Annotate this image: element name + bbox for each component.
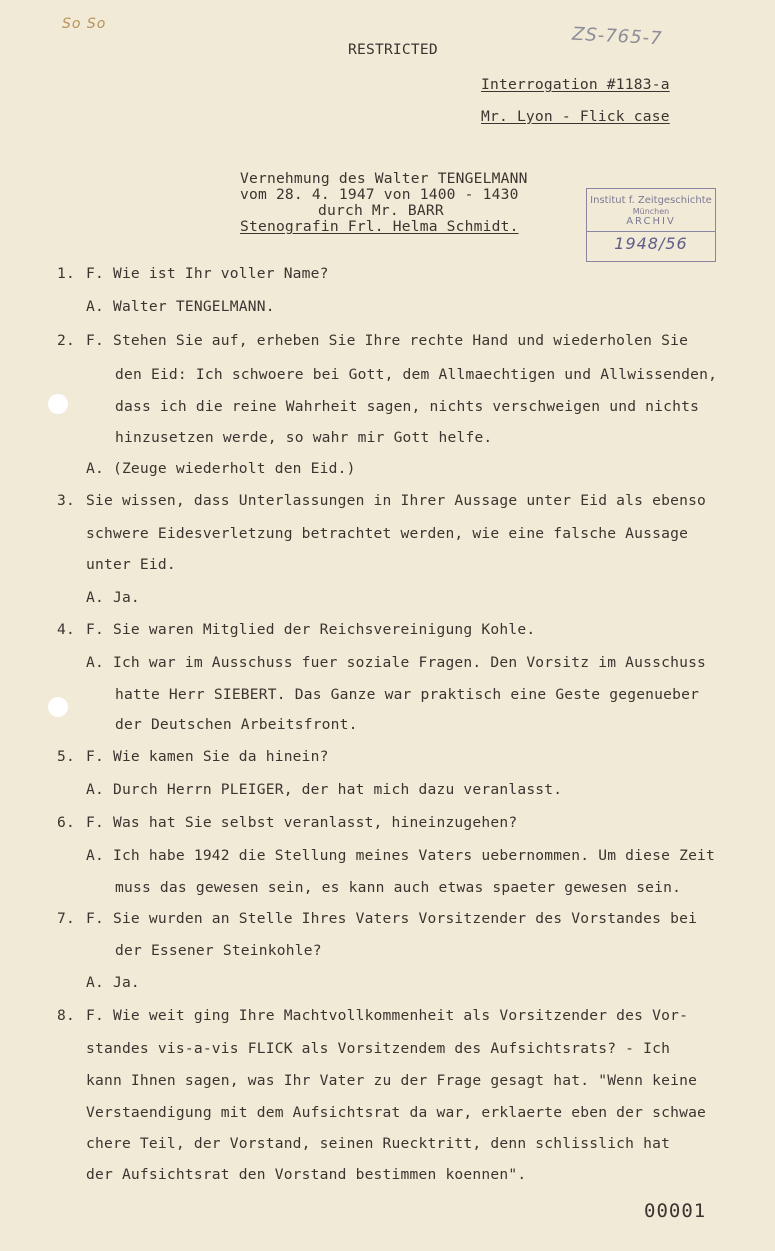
answer-line: hatte Herr SIEBERT. Das Ganze war praktisch eine Geste gegenueber xyxy=(115,686,700,703)
answer-line: A. (Zeuge wiederholt den Eid.) xyxy=(86,460,356,477)
question-line: hinzusetzen werde, so wahr mir Gott helfe. xyxy=(115,429,493,446)
page-number: 00001 xyxy=(644,1200,707,1222)
corner-mark: So So xyxy=(62,16,107,32)
question-line: der Aufsichtsrat den Vorstand bestimmen koennen". xyxy=(86,1166,527,1183)
punch-hole-bottom xyxy=(48,697,68,717)
title-line-4: Stenografin Frl. Helma Schmidt. xyxy=(240,218,519,235)
title-line-1: Vernehmung des Walter TENGELMANN xyxy=(240,170,528,187)
question-number: 7. xyxy=(57,910,75,927)
punch-hole-top xyxy=(48,394,68,414)
question-number: 6. xyxy=(57,814,75,831)
archive-stamp xyxy=(586,188,716,262)
question-line: dass ich die reine Wahrheit sagen, nichts verschweigen und nichts xyxy=(115,398,700,415)
answer-line: der Deutschen Arbeitsfront. xyxy=(115,716,358,733)
answer-line: muss das gewesen sein, es kann auch etwas spaeter gewesen sein. xyxy=(115,879,682,896)
question-line: F. Was hat Sie selbst veranlasst, hineinzugehen? xyxy=(86,814,518,831)
question-number: 5. xyxy=(57,748,75,765)
question-line: F. Wie kamen Sie da hinein? xyxy=(86,748,329,765)
stamp-divider xyxy=(587,231,715,232)
question-line: Verstaendigung mit dem Aufsichtsrat da war, erklaerte eben der schwae xyxy=(86,1104,707,1121)
case-title: Mr. Lyon - Flick case xyxy=(481,108,670,125)
question-line: F. Wie weit ging Ihre Machtvollkommenheit als Vorsitzender des Vor- xyxy=(86,1007,689,1024)
question-line: F. Stehen Sie auf, erheben Sie Ihre rechte Hand und wiederholen Sie xyxy=(86,332,689,349)
stamp-institute: Institut f. Zeitgeschichte xyxy=(590,195,712,206)
answer-line: A. Durch Herrn PLEIGER, der hat mich dazu veranlasst. xyxy=(86,781,563,798)
answer-line: A. Ich war im Ausschuss fuer soziale Fragen. Den Vorsitz im Ausschuss xyxy=(86,654,707,671)
title-line-2: vom 28. 4. 1947 von 1400 - 1430 xyxy=(240,186,519,203)
question-line: den Eid: Ich schwoere bei Gott, dem Allmaechtigen und Allwissenden, xyxy=(115,366,718,383)
question-number: 8. xyxy=(57,1007,75,1024)
question-line: kann Ihnen sagen, was Ihr Vater zu der Frage gesagt hat. "Wenn keine xyxy=(86,1072,698,1089)
answer-line: A. Ja. xyxy=(86,589,140,606)
question-line: Sie wissen, dass Unterlassungen in Ihrer Aussage unter Eid als ebenso xyxy=(86,492,707,509)
handwritten-reference: ZS-765-7 xyxy=(571,23,664,50)
question-line: der Essener Steinkohle? xyxy=(115,942,322,959)
question-line: schwere Eidesverletzung betrachtet werden, wie eine falsche Aussage xyxy=(86,525,689,542)
question-line: F. Sie wurden an Stelle Ihres Vaters Vorsitzender des Vorstandes bei xyxy=(86,910,698,927)
question-line: chere Teil, der Vorstand, seinen Ruecktritt, denn schlisslich hat xyxy=(86,1135,671,1152)
question-number: 1. xyxy=(57,265,75,282)
answer-line: A. Ich habe 1942 die Stellung meines Vaters uebernommen. Um diese Zeit xyxy=(86,847,716,864)
question-line: F. Wie ist Ihr voller Name? xyxy=(86,265,329,282)
question-line: F. Sie waren Mitglied der Reichsvereinigung Kohle. xyxy=(86,621,536,638)
question-line: standes vis-a-vis FLICK als Vorsitzendem des Aufsichtsrats? - Ich xyxy=(86,1040,671,1057)
classification-label: RESTRICTED xyxy=(348,41,438,58)
stamp-number: 1948/56 xyxy=(614,234,688,253)
interrogation-number: Interrogation #1183-a xyxy=(481,76,670,93)
answer-line: A. Ja. xyxy=(86,974,140,991)
question-line: unter Eid. xyxy=(86,556,176,573)
question-number: 2. xyxy=(57,332,75,349)
title-line-3: durch Mr. BARR xyxy=(318,202,444,219)
stamp-archive: ARCHIV xyxy=(626,216,676,227)
question-number: 4. xyxy=(57,621,75,638)
answer-line: A. Walter TENGELMANN. xyxy=(86,298,275,315)
question-number: 3. xyxy=(57,492,75,509)
stamp-city: München xyxy=(632,207,670,216)
